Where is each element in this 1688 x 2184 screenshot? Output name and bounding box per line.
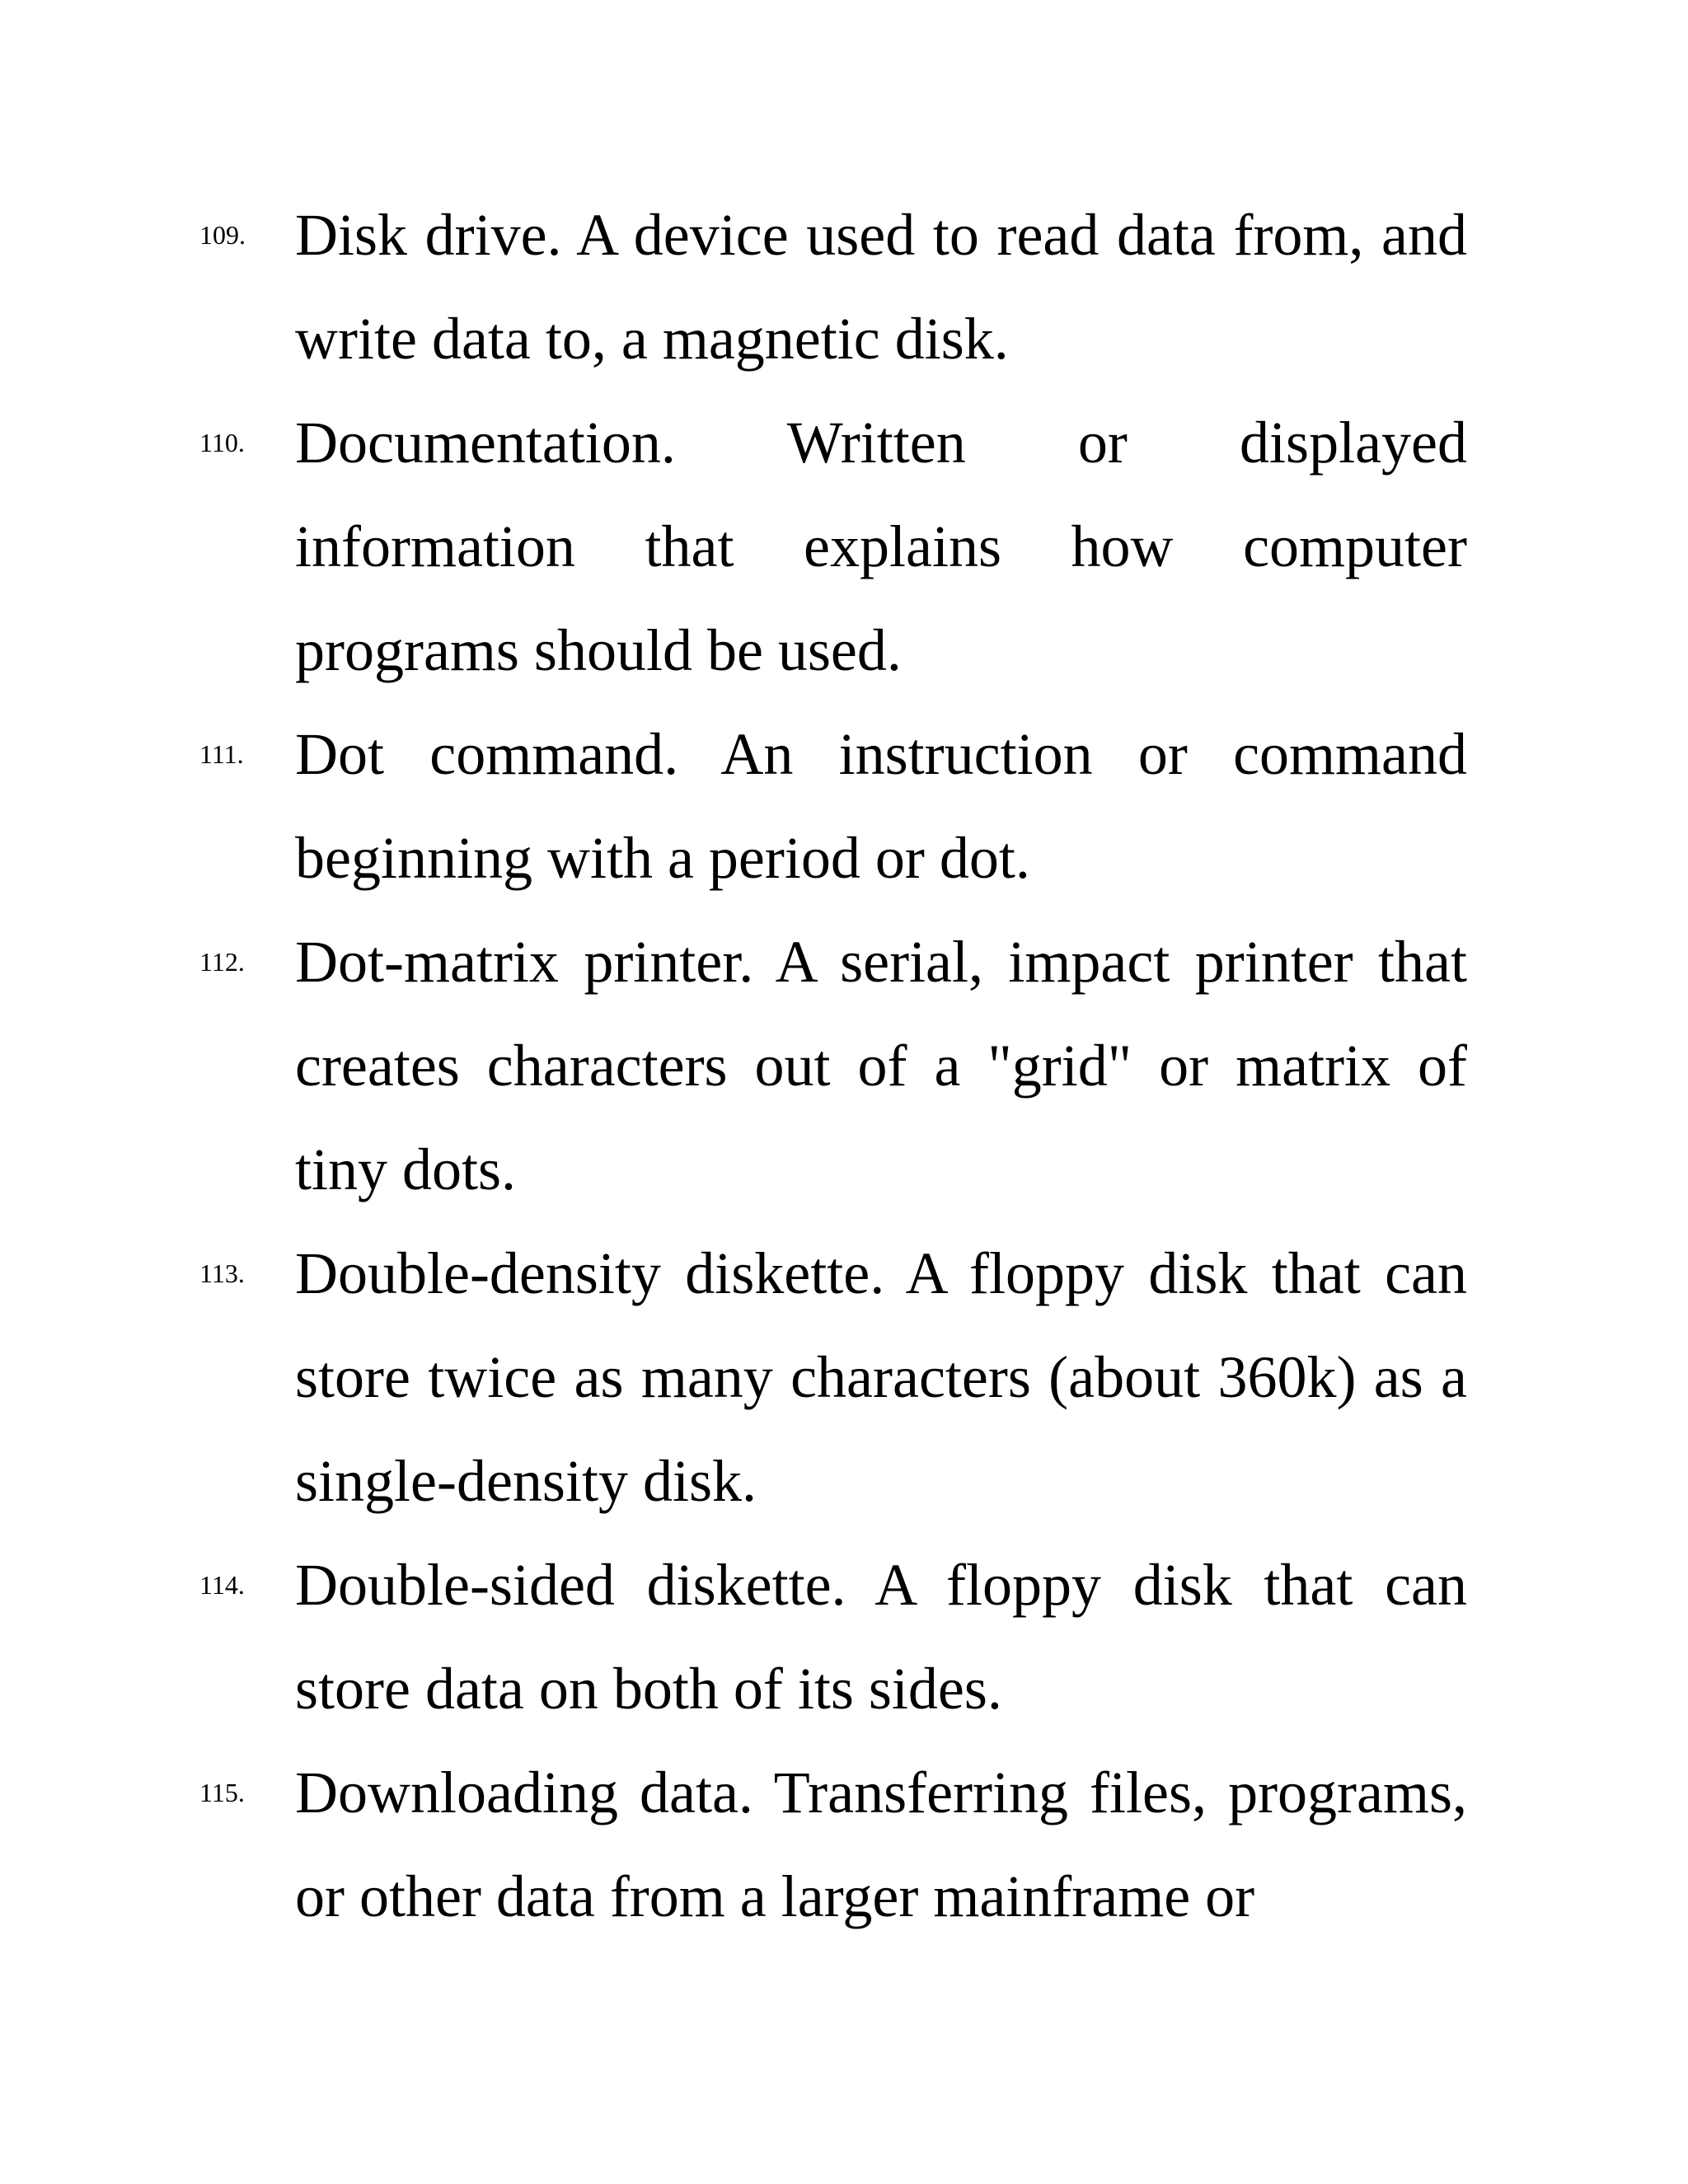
entry-number: 115.: [199, 1778, 245, 1807]
entry-definition: Dot-matrix printer. A serial, impact printer that creates characters out of a "grid" or matrix of tiny dots.: [295, 929, 1467, 1202]
glossary-entry-109: [0, 183, 1688, 391]
glossary-entry-111: [0, 702, 1688, 910]
glossary-entry-113: [0, 1221, 1688, 1533]
entry-definition: Double-density diskette. A floppy disk that can store twice as many characters (about 360k) as a single-density disk.: [295, 1240, 1467, 1514]
entry-number: 112.: [199, 947, 245, 977]
entry-number: 113.: [199, 1258, 245, 1288]
entry-definition: Dot command. An instruction or command beginning with a period or dot.: [295, 721, 1467, 891]
entry-definition: Downloading data. Transferring files, programs, or other data from a larger mainframe or: [295, 1760, 1467, 1929]
glossary-entry-110: [0, 391, 1688, 702]
entry-definition: Double-sided diskette. A floppy disk that can store data on both of its sides.: [295, 1552, 1467, 1722]
entry-number: 110.: [199, 428, 245, 457]
glossary-entry-115: [0, 1741, 1688, 1948]
entry-definition: Disk drive. A device used to read data from, and write data to, a magnetic disk.: [295, 202, 1467, 372]
glossary-list: [0, 183, 1688, 1948]
entry-number: 111.: [199, 739, 244, 769]
glossary-entry-112: [0, 910, 1688, 1221]
entry-number: 109.: [199, 220, 246, 250]
glossary-entry-114: [0, 1533, 1688, 1741]
entry-definition: Documentation. Written or displayed information that explains how computer programs should be used.: [295, 410, 1467, 683]
entry-number: 114.: [199, 1570, 245, 1600]
